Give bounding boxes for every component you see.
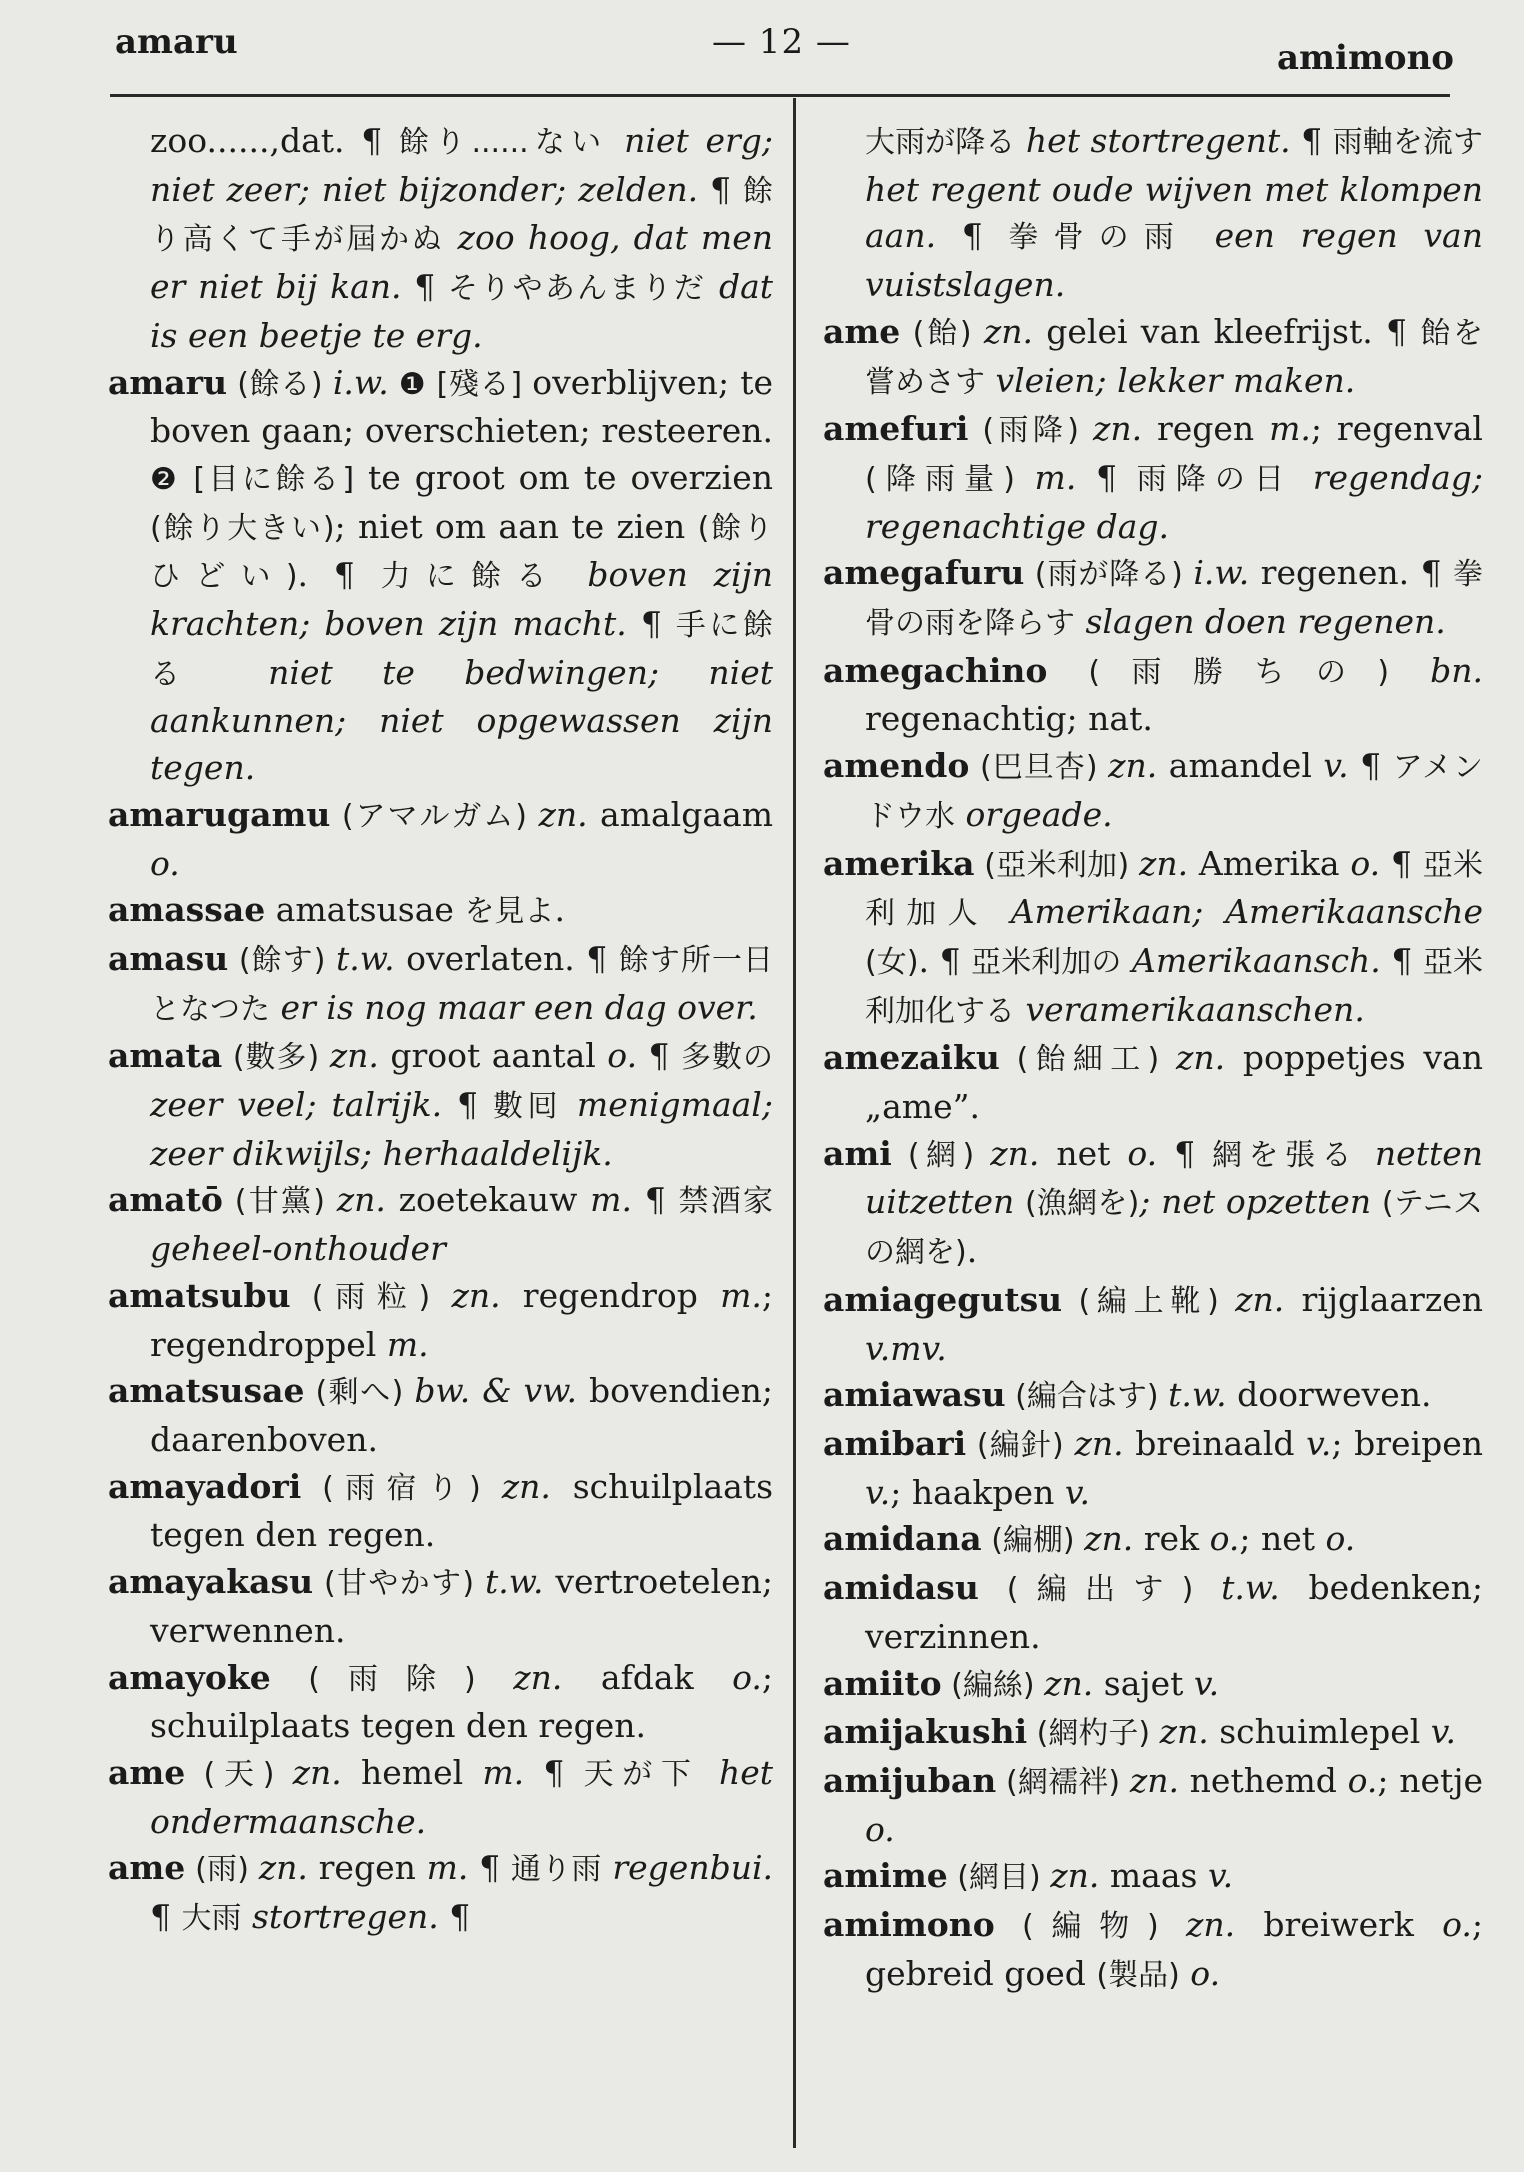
translation-text: poppetjes van „ame”. (865, 1038, 1484, 1127)
dictionary-entry (108, 887, 773, 936)
japanese-text: (餘り大きい) (150, 510, 335, 546)
italic-gloss: zn. (1050, 1856, 1100, 1896)
italic-gloss: dat is een beetje te erg. (150, 267, 774, 355)
japanese-text: (編出す) (978, 1572, 1222, 1608)
japanese-text: (雨除) (270, 1661, 514, 1697)
entry-continuation (108, 118, 773, 360)
translation-text: ¶ (710, 169, 743, 209)
translation-text: Amerika (1188, 843, 1351, 883)
translation-text: ¶ (524, 1752, 584, 1792)
italic-gloss: m. (720, 1275, 762, 1315)
translation-text: . (966, 1231, 978, 1271)
translation-text: breinaald (1123, 1423, 1307, 1463)
dictionary-entry (823, 550, 1483, 647)
dictionary-entry (108, 1559, 773, 1654)
italic-gloss: niet erg; niet zeer; niet bijzonder; zelden. (150, 121, 774, 209)
translation-text: ; niet om aan te zien (334, 506, 698, 546)
dictionary-entry (823, 406, 1483, 550)
japanese-text: (甘やかす) (313, 1566, 485, 1602)
headword: amezaiku (823, 1038, 1000, 1078)
japanese-text: アメンドウ水 (865, 750, 1483, 834)
dictionary-entry (823, 1758, 1483, 1853)
headword: amiawasu (823, 1375, 1006, 1415)
italic-gloss: i.w. (332, 362, 389, 402)
italic-gloss: v. (1323, 746, 1349, 786)
right-column (823, 118, 1483, 1999)
italic-gloss: veramerikaanschen. (1015, 989, 1365, 1029)
headword: ami (823, 1133, 892, 1173)
italic-gloss: zn. (329, 1036, 379, 1076)
translation-text: ¶ (1095, 457, 1137, 497)
translation-text: gelei van kleefrijst. ¶ (1033, 311, 1421, 351)
japanese-text: (亞米利加) (974, 847, 1139, 883)
dictionary-entry (108, 1273, 773, 1368)
japanese-text: 網を張る (1212, 1137, 1358, 1173)
dictionary-entry (823, 1421, 1483, 1516)
translation-text: ¶ (150, 1897, 182, 1937)
italic-gloss: zn. (1129, 1760, 1179, 1800)
japanese-text: 大雨 (181, 1901, 242, 1937)
translation-text: ; netje (1377, 1760, 1483, 1800)
headword: ame (823, 311, 901, 351)
italic-gloss: geheel-onthouder (150, 1229, 446, 1269)
japanese-text: (網) (891, 1137, 991, 1173)
dictionary-entry (108, 1464, 773, 1559)
translation-text: ¶ (637, 1036, 682, 1076)
japanese-text: (雨宿り) (301, 1470, 502, 1506)
headword: ame (108, 1752, 186, 1792)
translation-text: zoo......,dat. ¶ (150, 121, 399, 160)
japanese-text: (漁網を) (1025, 1186, 1140, 1222)
japanese-text: (編物) (994, 1909, 1186, 1945)
japanese-text: (餘りひどい) (150, 510, 773, 595)
translation-text: ¶ (1301, 121, 1333, 160)
japanese-text: (網目) (947, 1860, 1051, 1896)
japanese-text: ❷ [目に餘る] (150, 461, 355, 497)
headword: amendo (823, 746, 970, 786)
dictionary-entry (823, 1131, 1483, 1277)
translation-text: ; schuilplaats tegen den regen. (150, 1657, 773, 1746)
headword: amijuban (823, 1760, 997, 1800)
translation-text: rek (1133, 1519, 1210, 1559)
translation-text: bedenken; verzinnen. (865, 1568, 1483, 1656)
italic-gloss: bn. (1430, 650, 1483, 690)
translation-text: breiwerk (1235, 1905, 1443, 1945)
translation-text: ¶ (468, 1848, 511, 1888)
japanese-text: 飴を嘗めさす (865, 315, 1484, 400)
header-guide-word-left: amaru (115, 22, 238, 62)
dictionary-entry (823, 648, 1483, 743)
headword: amegafuru (823, 553, 1025, 593)
italic-gloss: t.w. (1221, 1568, 1280, 1608)
italic-gloss: t.w. (484, 1562, 544, 1602)
japanese-text: 餘す所一日となつた (150, 942, 774, 1027)
translation-text: ; regendroppel (150, 1275, 773, 1364)
italic-gloss: o. (150, 843, 180, 883)
italic-gloss: o. (607, 1036, 638, 1076)
japanese-text: そりやあんまりだ (448, 271, 707, 307)
italic-gloss: Amerikaansch. (1121, 940, 1392, 980)
translation-text: amalgaam (587, 794, 774, 834)
japanese-text: (網杓子) (1027, 1716, 1160, 1752)
dictionary-entry (108, 1845, 773, 1942)
translation-text: . ¶ (297, 555, 381, 595)
japanese-text: (テニスの網を) (865, 1186, 1483, 1271)
japanese-text: を見よ (464, 894, 555, 930)
translation-text: ; gebreid goed (865, 1905, 1484, 1993)
dictionary-entry (108, 1368, 773, 1463)
headword: amidasu (823, 1568, 979, 1608)
dictionary-entry (108, 792, 773, 887)
italic-gloss: m. (590, 1180, 632, 1220)
headword: amatō (108, 1180, 223, 1220)
translation-text: net (1039, 1133, 1128, 1173)
italic-gloss: v. (865, 1472, 891, 1512)
italic-gloss: menigmaal; zeer dikwijls; herhaaldelijk. (150, 1085, 773, 1173)
japanese-text: 禁酒家 (678, 1184, 773, 1220)
italic-gloss: v. (1064, 1472, 1091, 1512)
headword: amijakushi (823, 1712, 1028, 1752)
italic-gloss: zn. (1235, 1279, 1285, 1319)
translation-text: vertroetelen; verwennen. (150, 1562, 773, 1650)
translation-text: groot aantal (378, 1036, 608, 1076)
translation-text: afdak (562, 1657, 733, 1697)
translation-text: amatsusae (265, 890, 465, 930)
translation-text: regenachtig; nat. (865, 699, 1153, 739)
translation-text: ; haakpen (890, 1472, 1065, 1512)
translation-text: ; regenval (1310, 409, 1483, 449)
dictionary-entry (108, 1177, 773, 1272)
headword: amegachino (823, 650, 1048, 690)
japanese-text: 通り雨 (510, 1852, 602, 1888)
translation-text: . ¶ (918, 940, 972, 980)
translation-text: zoetekauw (385, 1180, 591, 1220)
japanese-text: 大雨が降る (865, 125, 1016, 160)
japanese-text: (巴旦杏) (969, 750, 1109, 786)
japanese-text: 拳骨の雨を降らす (865, 557, 1484, 642)
italic-gloss: zn. (1108, 746, 1158, 786)
japanese-text: 亞米利加化する (865, 944, 1483, 1029)
translation-text: ¶ (1348, 746, 1393, 786)
italic-gloss: o. (1325, 1519, 1356, 1559)
dictionary-entry (823, 1565, 1483, 1660)
translation-text: regen (1142, 409, 1270, 449)
italic-gloss: een regen van vuistslagen. (865, 216, 1483, 305)
header-guide-word-right: amimono (1277, 38, 1454, 78)
japanese-text: 亞米利加人 (865, 847, 1483, 932)
italic-gloss: zn. (1139, 843, 1189, 883)
italic-gloss: zn. (1044, 1663, 1094, 1703)
translation-text: sajet (1093, 1663, 1194, 1703)
italic-gloss: zn. (538, 794, 588, 834)
dictionary-entry (823, 1661, 1483, 1710)
italic-gloss: Amerikaan; Amerikaansche (988, 892, 1483, 932)
italic-gloss: v. (1193, 1663, 1220, 1703)
japanese-text: (アマルガム) (330, 798, 539, 834)
translation-text: ¶ (961, 216, 1009, 256)
italic-gloss: zn. (501, 1466, 551, 1506)
dictionary-entry (108, 936, 773, 1033)
dictionary-entry (108, 1655, 773, 1750)
translation-text: amandel (1157, 746, 1324, 786)
italic-gloss: zn. (336, 1180, 386, 1220)
translation-text: regen (307, 1848, 427, 1888)
italic-gloss: o. (1442, 1905, 1472, 1945)
dictionary-entry (823, 1516, 1483, 1565)
italic-gloss: zn. (1159, 1712, 1209, 1752)
translation-text: maas (1099, 1856, 1208, 1896)
headword: amatsusae (108, 1371, 305, 1411)
dictionary-entry (823, 1853, 1483, 1902)
dictionary-entry (823, 1902, 1483, 1999)
japanese-text: 數囘 (493, 1089, 562, 1125)
italic-gloss: zeer veel; talrijk. (150, 1085, 458, 1125)
italic-gloss: zn. (1185, 1905, 1236, 1945)
translation-text: ; breipen (1331, 1423, 1484, 1463)
headword: amimono (823, 1905, 995, 1945)
headword: amidana (823, 1519, 982, 1559)
headword: amiagegutsu (823, 1279, 1063, 1319)
translation-text: ¶ (631, 1180, 679, 1220)
japanese-text: 天が下 (583, 1756, 700, 1792)
italic-gloss: regenbui. (601, 1848, 774, 1888)
dictionary-entry (108, 1033, 773, 1177)
italic-gloss: o. (1179, 1953, 1221, 1993)
italic-gloss: m. (386, 1324, 429, 1364)
japanese-text: 多數の (681, 1040, 774, 1076)
japanese-text: ❶ [殘る] (388, 366, 533, 402)
translation-text: te groot om te overzien (354, 457, 774, 497)
japanese-text: 雨軸を流す (1332, 125, 1484, 160)
japanese-text: (雨勝ちの) (1047, 654, 1431, 690)
italic-gloss: v. (1306, 1423, 1332, 1463)
headword: amarugamu (108, 794, 331, 834)
translation-text: ¶ (1157, 1133, 1213, 1173)
dictionary-entry (823, 1035, 1483, 1130)
japanese-text: (雨粒) (290, 1279, 452, 1315)
japanese-text: (編針) (966, 1427, 1075, 1463)
italic-gloss: v.mv. (865, 1328, 947, 1368)
italic-gloss: zn. (990, 1133, 1040, 1173)
italic-gloss: zn. (451, 1275, 501, 1315)
headword: amayoke (108, 1657, 271, 1697)
italic-gloss: o. (1350, 843, 1381, 883)
translation-text: regendrop (500, 1275, 721, 1315)
italic-gloss: regendag; regenachtige dag. (865, 457, 1483, 546)
japanese-text: (雨降) (968, 413, 1093, 449)
italic-gloss: o. (1127, 1133, 1158, 1173)
entry-continuation (823, 118, 1483, 309)
italic-gloss: stortregen. (241, 1897, 450, 1937)
japanese-text: (雨が降る) (1024, 557, 1194, 593)
headword: amata (108, 1036, 223, 1076)
japanese-text: (剩へ) (304, 1375, 415, 1411)
japanese-text: (餘す) (228, 942, 337, 978)
japanese-text: (編絲) (941, 1667, 1045, 1703)
japanese-text: 拳骨の雨 (1008, 220, 1189, 256)
italic-gloss: vleien; lekker maken. (985, 360, 1356, 400)
dictionary-entry (823, 743, 1483, 840)
japanese-text: (雨) (185, 1852, 259, 1888)
headword: ame (108, 1848, 186, 1888)
japanese-text: (編合はす) (1005, 1379, 1169, 1415)
italic-gloss: boven zijn krachten; boven zijn macht. (150, 555, 774, 644)
italic-gloss: zn. (1084, 1519, 1134, 1559)
japanese-text: (餘る) (227, 366, 333, 402)
italic-gloss: o. (732, 1657, 762, 1697)
headword: amiito (823, 1663, 942, 1703)
japanese-text: (甘黨) (222, 1184, 337, 1220)
translation-text: nethemd (1179, 1760, 1348, 1800)
translation-text: ¶ (449, 1897, 471, 1937)
italic-gloss: zoo hoog, dat men er niet bij kan. (150, 218, 773, 307)
page-number: — 12 — (712, 22, 851, 62)
italic-gloss: o. (1209, 1519, 1240, 1559)
italic-gloss: v. (1207, 1856, 1234, 1896)
italic-gloss: zn. (1074, 1423, 1124, 1463)
japanese-text: (網襦袢) (996, 1764, 1130, 1800)
italic-gloss: m. (482, 1752, 525, 1792)
japanese-text: (飴) (900, 315, 984, 351)
italic-gloss: zn. (983, 311, 1033, 351)
japanese-text: (女) (865, 944, 919, 980)
japanese-text: 亞米利加の (971, 944, 1122, 980)
translation-text: bovendien; daarenboven. (150, 1371, 773, 1459)
japanese-text: 餘り......ない (398, 125, 608, 160)
headword: amaru (108, 362, 228, 402)
column-divider (793, 98, 796, 2148)
translation-text: . (554, 890, 565, 930)
italic-gloss: het stortregent. (1015, 121, 1302, 160)
translation-text: schuimlepel (1208, 1712, 1431, 1752)
translation-text: ¶ (457, 1085, 493, 1125)
italic-gloss: t.w. (1168, 1375, 1227, 1415)
header-rule (110, 94, 1450, 97)
japanese-text: 力に餘る (380, 559, 562, 595)
italic-gloss: m. (1269, 409, 1311, 449)
translation-text: schuilplaats tegen den regen. (150, 1466, 774, 1555)
translation-text: ¶ (640, 604, 676, 644)
translation-text: regenen. ¶ (1249, 553, 1454, 593)
translation-text: overblijven; te boven gaan; overschieten; resteeren. (150, 362, 773, 451)
dictionary-entry (823, 841, 1483, 1036)
translation-text: doorweven. (1226, 1375, 1432, 1415)
italic-gloss: zn. (1176, 1038, 1226, 1078)
headword: amime (823, 1856, 948, 1896)
left-column (108, 118, 773, 1943)
dictionary-entry (823, 1709, 1483, 1758)
headword: amasu (108, 938, 229, 978)
translation-text: hemel (341, 1752, 483, 1792)
japanese-text: (編上靴) (1062, 1283, 1236, 1319)
dictionary-entry (823, 1372, 1483, 1421)
japanese-text: (編棚) (981, 1523, 1085, 1559)
headword: amerika (823, 843, 975, 883)
japanese-text: (天) (185, 1756, 293, 1792)
italic-gloss: zn. (292, 1752, 342, 1792)
dictionary-entry (823, 309, 1483, 406)
japanese-text: 手に餘る (150, 608, 773, 692)
translation-text: ¶ (1391, 940, 1423, 980)
japanese-text: (製品) (1096, 1957, 1180, 1993)
italic-gloss: o. (1347, 1760, 1378, 1800)
headword: amayakasu (108, 1562, 314, 1602)
italic-gloss: niet te bedwingen; niet aankunnen; niet opgewassen zijn tegen. (150, 652, 773, 788)
translation-text: ¶ (414, 267, 449, 307)
translation-text: ¶ (1380, 843, 1423, 883)
japanese-text: (飴細工) (999, 1042, 1177, 1078)
headword: amatsubu (108, 1275, 291, 1315)
translation-text: overlaten. ¶ (394, 938, 619, 978)
italic-gloss: zn. (513, 1657, 563, 1697)
italic-gloss: i.w. (1193, 553, 1250, 593)
italic-gloss: het regent oude wijven met klompen aan. (865, 169, 1483, 256)
japanese-text: (數多) (222, 1040, 330, 1076)
italic-gloss: er is nog maar een dag over. (270, 987, 758, 1027)
italic-gloss: t.w. (336, 938, 395, 978)
italic-gloss: ; net opzetten (1139, 1182, 1382, 1222)
japanese-text: 餘り高くて手が屆かぬ (150, 173, 773, 258)
italic-gloss: zn. (258, 1848, 308, 1888)
dictionary-entry (108, 1750, 773, 1845)
translation-text: ; net (1239, 1519, 1326, 1559)
headword: amassae (108, 890, 266, 930)
italic-gloss: slagen doen regenen. (1075, 602, 1446, 642)
italic-gloss: m. (1014, 457, 1096, 497)
dictionary-entry (823, 1277, 1483, 1372)
japanese-text: (降雨量) (865, 461, 1015, 497)
italic-gloss: netten uitzetten (865, 1133, 1484, 1222)
italic-gloss: v. (1430, 1712, 1457, 1752)
dictionary-entry (108, 360, 773, 792)
headword: amayadori (108, 1466, 302, 1506)
italic-gloss: o. (865, 1809, 895, 1849)
italic-gloss: zn. (1092, 409, 1143, 449)
translation-text: rijglaarzen (1284, 1279, 1483, 1319)
italic-gloss: het ondermaansche. (150, 1752, 774, 1841)
headword: amefuri (823, 409, 969, 449)
italic-gloss: m. (426, 1848, 469, 1888)
italic-gloss: bw. & vw. (414, 1371, 578, 1411)
italic-gloss: orgeade. (955, 794, 1113, 834)
japanese-text: 雨降の日 (1136, 461, 1294, 497)
headword: amibari (823, 1423, 967, 1463)
